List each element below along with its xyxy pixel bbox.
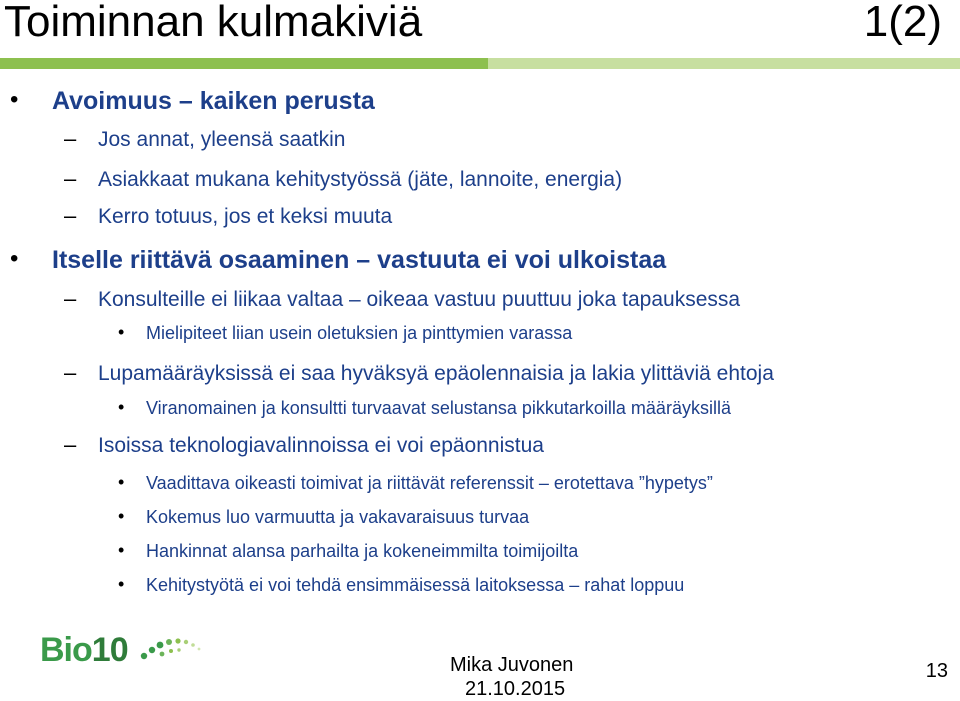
sub-bullet-icon: •: [118, 506, 125, 526]
bullet-item: Viranomainen ja konsultti turvaavat selustansa pikkutarkoilla määräyksillä: [146, 398, 731, 418]
dash-icon: –: [64, 286, 77, 311]
bullet-item: Hankinnat alansa parhailta ja kokeneimmilta toimijoilta: [146, 541, 579, 561]
title-bar-dark: [0, 58, 488, 69]
slide-title: Toiminnan kulmakiviä: [4, 0, 423, 46]
bullet-item: Vaadittava oikeasti toimivat ja riittävät referenssit – erotettava ”hypetys”: [146, 473, 713, 493]
logo-text-bio: Bio: [40, 631, 92, 669]
bullet-item: Lupamääräyksissä ei saa hyväksyä epäolennaisia ja lakia ylittäviä ehtoja: [98, 362, 774, 385]
sub-bullet-icon: •: [118, 540, 125, 560]
bullet-item: Isoissa teknologiavalinnoissa ei voi epäonnistua: [98, 434, 544, 457]
dash-icon: –: [64, 166, 77, 191]
bullet-item: Konsulteille ei liikaa valtaa – oikeaa vastuu puuttuu joka tapauksessa: [98, 288, 741, 311]
bullet-item: Kehitystyötä ei voi tehdä ensimmäisessä laitoksessa – rahat loppuu: [146, 575, 685, 595]
sub-bullet-icon: •: [118, 472, 125, 492]
sub-bullet-icon: •: [118, 322, 125, 342]
logo-dots-icon: [138, 634, 210, 664]
sub-bullet-icon: •: [118, 397, 125, 417]
dash-icon: –: [64, 432, 77, 457]
bullet-dot-icon: •: [10, 86, 19, 113]
logo-text-10: 10: [91, 631, 128, 669]
bullet-item: Jos annat, yleensä saatkin: [98, 128, 346, 151]
bullet-item: Kerro totuus, jos et keksi muuta: [98, 205, 393, 228]
page-number: 13: [925, 660, 948, 682]
bullet-item: Itselle riittävä osaaminen – vastuuta ei voi ulkoistaa: [52, 246, 667, 274]
footer-date: 21.10.2015: [465, 678, 566, 700]
page-of-indicator: 1(2): [863, 0, 942, 46]
dash-icon: –: [64, 126, 77, 151]
logo-wordmark: [40, 632, 128, 668]
bullet-item: Kokemus luo varmuutta ja vakavaraisuus turvaa: [146, 507, 530, 527]
footer-author: Mika Juvonen: [450, 654, 574, 676]
bullet-item: Asiakkaat mukana kehitystyössä (jäte, lannoite, energia): [98, 168, 623, 191]
sub-bullet-icon: •: [118, 574, 125, 594]
bullet-item: Mielipiteet liian usein oletuksien ja pinttymien varassa: [146, 323, 573, 343]
bullet-item: Avoimuus – kaiken perusta: [52, 87, 375, 115]
dash-icon: –: [64, 203, 77, 228]
dash-icon: –: [64, 360, 77, 385]
bullet-dot-icon: •: [10, 245, 19, 272]
